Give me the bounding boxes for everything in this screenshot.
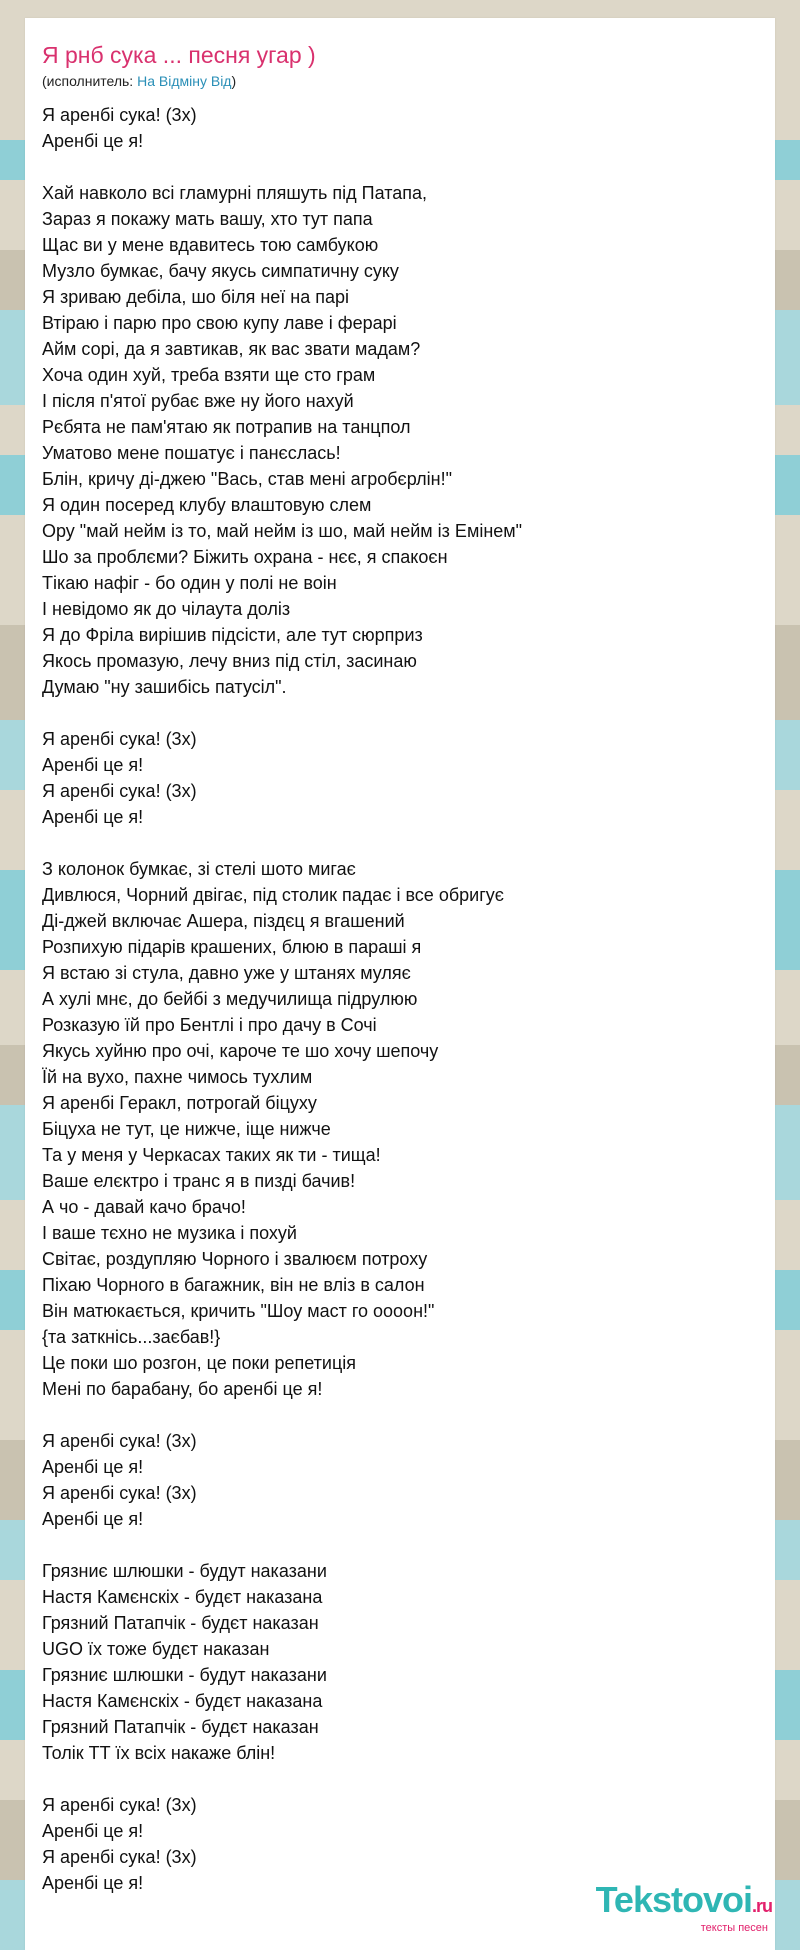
lyrics-blank-line — [42, 1402, 762, 1428]
lyrics-line: Якусь хуйню про очі, кароче те шо хочу шепочу — [42, 1041, 439, 1061]
lyrics-line: Я аренбі сука! (3х) — [42, 781, 197, 801]
lyrics-line: Аренбі це я! — [42, 1457, 144, 1477]
lyrics-line: {та заткнісь...заєбав!} — [42, 1327, 221, 1347]
lyrics-line: З колонок бумкає, зі стелі шото мигає — [42, 859, 356, 879]
lyrics-line: Аренбі це я! — [42, 131, 144, 151]
site-logo[interactable] — [595, 1879, 772, 1934]
lyrics-blank-line — [42, 154, 762, 180]
lyrics-line: Думаю "ну зашибісь патусіл". — [42, 677, 287, 697]
lyrics-line: Ваше елєктро і транс я в пизді бачив! — [42, 1171, 356, 1191]
lyrics-line: Зараз я покажу мать вашу, хто тут папа — [42, 209, 373, 229]
lyrics-line: Їй на вухо, пахне чимось тухлим — [42, 1067, 313, 1087]
lyrics-line: Це поки шо розгон, це поки репетиція — [42, 1353, 357, 1373]
lyrics-line: Дивлюся, Чорний двігає, під столик падає і все обригує — [42, 885, 504, 905]
lyrics-line: Грязний Патапчік - будєт наказан — [42, 1613, 319, 1633]
lyrics-blank-line — [42, 700, 762, 726]
lyrics-line: Я аренбі сука! (3х) — [42, 1847, 197, 1867]
lyrics-line: Я зриваю дебіла, шо біля неї на парі — [42, 287, 350, 307]
lyrics-line: Я аренбі Геракл, потрогай біцуху — [42, 1093, 317, 1113]
lyrics-blank-line — [42, 1532, 762, 1558]
lyrics-line: Світає, роздупляю Чорного і звалюєм потроху — [42, 1249, 428, 1269]
lyrics-line: Блін, кричу ді-джею "Вась, став мені агробєрлін!" — [42, 469, 452, 489]
lyrics-line: Толік ТТ їх всіх накаже блін! — [42, 1743, 276, 1763]
lyrics-line: Розпихую підарів крашених, блюю в параші я — [42, 937, 422, 957]
lyrics-line: Уматово мене пошатує і панєслась! — [42, 443, 341, 463]
lyrics-line: Настя Камєнскіх - будєт наказана — [42, 1691, 323, 1711]
lyrics-blank-line — [42, 830, 762, 856]
lyrics-line: Аренбі це я! — [42, 755, 144, 775]
lyrics-line: Я до Фріла вирішив підсісти, але тут сюрприз — [42, 625, 423, 645]
lyrics-line: Я аренбі сука! (3х) — [42, 729, 197, 749]
lyrics-line: Аренбі це я! — [42, 807, 144, 827]
lyrics-line: Я один посеред клубу влаштовую слем — [42, 495, 372, 515]
lyrics-blank-line — [42, 1766, 762, 1792]
lyrics-line: Хай навколо всі гламурні пляшуть під Патапа, — [42, 183, 428, 203]
lyrics-line: Настя Камєнскіх - будєт наказана — [42, 1587, 323, 1607]
lyrics-line: Піхаю Чорного в багажник, він не вліз в салон — [42, 1275, 425, 1295]
lyrics-line: Грязниє шлюшки - будут наказани — [42, 1665, 327, 1685]
artist-line — [42, 72, 236, 90]
lyrics-line: Розказую їй про Бентлі і про дачу в Сочі — [42, 1015, 377, 1035]
lyrics-line: Я аренбі сука! (3х) — [42, 1483, 197, 1503]
lyrics-text — [42, 102, 762, 1896]
lyrics-line: Тікаю нафіг - бо один у полі не воін — [42, 573, 337, 593]
lyrics-line: Біцуха не тут, це нижче, іще нижче — [42, 1119, 331, 1139]
lyrics-line: Грязниє шлюшки - будут наказани — [42, 1561, 327, 1581]
lyrics-line: Айм сорі, да я завтикав, як вас звати мадам? — [42, 339, 421, 359]
lyrics-line: Ору "май нейм із то, май нейм із шо, май нейм із Емінем" — [42, 521, 523, 541]
lyrics-line: А чо - давай качо брачо! — [42, 1197, 246, 1217]
lyrics-line: Якось промазую, лечу вниз під стіл, засинаю — [42, 651, 417, 671]
logo-tld: .ru — [751, 1896, 772, 1916]
lyrics-line: Я аренбі сука! (3х) — [42, 105, 197, 125]
lyrics-line: Я аренбі сука! (3х) — [42, 1431, 197, 1451]
lyrics-line: Він матюкається, кричить "Шоу маст го оооон!" — [42, 1301, 435, 1321]
artist-link[interactable]: На Відміну Від — [137, 73, 232, 89]
lyrics-line: UGO їх тоже будєт наказан — [42, 1639, 270, 1659]
lyrics-line: І ваше тєхно не музика і похуй — [42, 1223, 297, 1243]
lyrics-line: Ді-джей включає Ашера, піздєц я вгашений — [42, 911, 405, 931]
lyrics-line: Та у меня у Черкасах таких як ти - тища! — [42, 1145, 381, 1165]
lyrics-line: Аренбі це я! — [42, 1509, 144, 1529]
lyrics-line: Шо за проблєми? Біжить охрана - нєє, я спакоєн — [42, 547, 448, 567]
lyrics-line: Щас ви у мене вдавитесь тою самбукою — [42, 235, 379, 255]
lyrics-line: Мені по барабану, бо аренбі це я! — [42, 1379, 323, 1399]
lyrics-line: Рєбята не пам'ятаю як потрапив на танцпол — [42, 417, 411, 437]
song-title: Я рнб сука ... песня угар ) — [42, 42, 316, 68]
lyrics-line: Я встаю зі стула, давно уже у штанях муляє — [42, 963, 411, 983]
lyrics-line: І після п'ятої рубає вже ну його нахуй — [42, 391, 354, 411]
lyrics-line: Аренбі це я! — [42, 1821, 144, 1841]
logo-tagline: тексты песен — [700, 1922, 768, 1934]
lyrics-line: Я аренбі сука! (3х) — [42, 1795, 197, 1815]
lyrics-line: А хулі мнє, до бейбі з медучилища підрулюю — [42, 989, 418, 1009]
lyrics-line: Грязний Патапчік - будєт наказан — [42, 1717, 319, 1737]
lyrics-line: Втіраю і парю про свою купу лаве і ферарі — [42, 313, 397, 333]
artist-prefix: (исполнитель: — [42, 73, 138, 89]
lyrics-line: Хоча один хуй, треба взяти ще сто грам — [42, 365, 376, 385]
logo-name: Tekstovoi — [595, 1879, 752, 1920]
lyrics-line: Аренбі це я! — [42, 1873, 144, 1893]
lyrics-line: Музло бумкає, бачу якусь симпатичну суку — [42, 261, 399, 281]
artist-suffix: ) — [231, 73, 237, 89]
lyrics-line: І невідомо як до чілаута доліз — [42, 599, 291, 619]
